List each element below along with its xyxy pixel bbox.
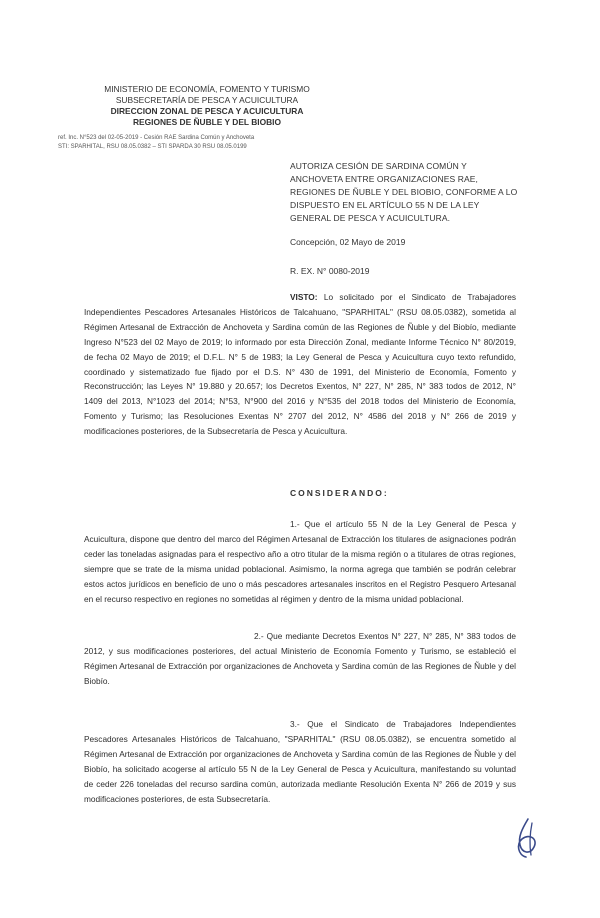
reference-line-1: ref. Inc. N°523 del 02-05-2019 - Cesión RAE Sardina Común y Anchoveta — [58, 135, 255, 141]
reference-lines — [58, 134, 358, 152]
considerando-paragraph-3: 3.- Que el Sindicato de Trabajadores Independientes Pescadores Artesanales Históricos de Talcahuano, "SPARHITAL" (RSU 08.05.0382), se encuentra sometido al Régimen Artesanal de Extracción por organizaciones de Anchoveta y Sardina común de las Regiones de Ñuble y del Biobío, ha solicitado acogerse al artículo 55 N de la Ley General de Pesca y Acuicultura, manifestando su voluntad de ceder 226 toneladas del recurso sardina común, autorizada mediante Resolución Exenta N° 266 de 2019 y sus modificaciones posteriores, de esta Subsecretaría. — [84, 719, 516, 804]
visto-label: VISTO: — [290, 292, 318, 302]
place-date: Concepción, 02 Mayo de 2019 — [290, 237, 406, 247]
resolution-subject: AUTORIZA CESIÓN DE SARDINA COMÚN Y ANCHOVETA ENTRE ORGANIZACIONES RAE, REGIONES DE ÑUBLE Y DEL BIOBIO, CONFORME A LO DISPUESTO EN EL ARTÍCULO 55 N DE LA LEY GENERAL DE PESCA Y ACUICULTURA. — [290, 161, 518, 223]
considerando-paragraph-1: 1.- Que el artículo 55 N de la Ley General de Pesca y Acuicultura, dispone que dentro del marco del Régimen Artesanal de Extracción los titulares de asignaciones podrán ceder las toneladas asignadas para el respectivo año a otro titular de la misma región o a titulares de otras regiones, siempre que se trate de la misma unidad poblacional. Asimismo, la norma agrega que también se podrán celebrar estos actos jurídicos en beneficio de uno o más pescadores artesanales inscritos en el Registro Pesquero Artesanal en el recurso respectivo en regiones no sometidas al régimen y dentro de la misma unidad poblacional. — [84, 519, 516, 604]
letterhead — [62, 84, 352, 128]
reference-line-2: STI: SPARHITAL, RSU 08.05.0382 – STI SPARDA 30 RSU 08.05.0199 — [58, 144, 247, 150]
regions-name: REGIONES DE ÑUBLE Y DEL BIOBIO — [133, 117, 281, 127]
handwritten-initials — [508, 815, 542, 861]
zonal-directorate-name: DIRECCION ZONAL DE PESCA Y ACUICULTURA — [110, 106, 304, 116]
ministry-name: MINISTERIO DE ECONOMÍA, FOMENTO Y TURISMO — [104, 84, 310, 94]
visto-paragraph — [84, 290, 516, 439]
visto-text: Lo solicitado por el Sindicato de Trabajadores Independientes Pescadores Artesanales Históricos de Talcahuano, "SPARHITAL" (RSU 08.05.0382), sometida al Régimen Artesanal de Extracción de Anchoveta y Sardina común de las Regiones de Ñuble y del Biobío, mediante Ingreso N°523 del 02 Mayo de 2019; lo informado por esta Dirección Zonal, mediante Informe Técnico N° 80/2019, de fecha 02 Mayo de 2019; el D.F.L. N° 5 de 1983; la Ley General de Pesca y Acuicultura cuyo texto refundido, coordinado y sistematizado fue fijado por el D.S. N° 430 de 1991, del Ministerio de Economía, Fomento y Reconstrucción; las Leyes N° 19.880 y 20.657; los Decretos Exentos, N° 227, N° 285, N° 383 todos de 2012, N° 1409 del 2013, N°1023 del 2014; N°53, N°900 del 2016 y N°535 del 2018 todos del Ministerio de Economía, Fomento y Turismo; las Resoluciones Exentas N° 2707 del 2012, N° 4586 del 2018 y N° 266 de 2019 y modificaciones posteriores, de la Subsecretaría de Pesca y Acuicultura. — [84, 292, 516, 437]
considerando-heading: CONSIDERANDO: — [290, 488, 389, 498]
resolution-number: R. EX. N° 0080-2019 — [290, 266, 370, 276]
considerando-paragraph-2: 2.- Que mediante Decretos Exentos N° 227, N° 285, N° 383 todos de 2012, y sus modificaciones posteriores, del actual Ministerio de Economía Fomento y Turismo, se estableció el Régimen Artesanal de Extracción por organizaciones de Anchoveta y Sardina común de las Regiones de Ñuble y del Biobío. — [84, 631, 516, 686]
subsecretariat-name: SUBSECRETARÍA DE PESCA Y ACUICULTURA — [115, 95, 299, 105]
